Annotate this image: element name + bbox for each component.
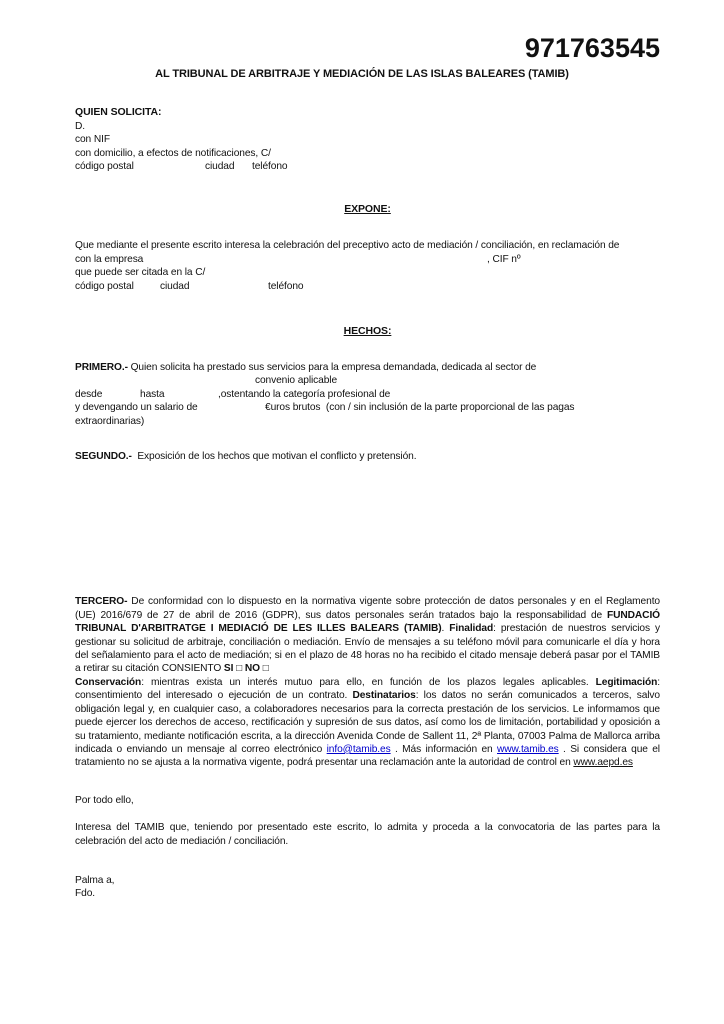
ciudad-label: ciudad [205,160,235,172]
section-quien-solicita [75,106,660,173]
hasta-label: hasta [140,388,165,400]
por-todo-ello: Por todo ello, [75,794,134,806]
legitimacion-label: Legitimación [595,676,658,688]
consiento-si-checkbox: □ [236,663,243,675]
inclusion-text: (con / sin inclusión de la parte proporcional de las pagas [325,402,575,414]
field-cp-ciudad-telefono-empresa [75,280,660,293]
euros-brutos-label: €uros brutos [265,402,321,414]
email-link[interactable]: info@tamib.es [326,743,391,755]
text-run: : mientras exista un interés mutuo para ello, en función de los plazos legales aplicables. [141,676,596,688]
text-run: : prestación de nuestros servicios y gestionar su solicitud de arbitraje, conciliación o mediación. Envío de mensajes a su teléfono móvil para comunicarle el día y hora del señalamiento para el acto de mediación; si en el plazo de 48 horas no ha recibido el citado mensaje deberá pasar por el TAMIB a retirar su citación CONSIENTO [75,623,660,675]
primero-extraordinarias: extraordinarias) [75,415,145,427]
telefono-label: teléfono [252,160,288,172]
conservacion-label: Conservación [75,676,142,688]
primero-label: PRIMERO.- [75,362,128,373]
section-tercero [75,595,660,769]
consiento-no-label: NO [244,663,260,675]
reference-number: 971763545 [524,33,660,63]
destinatarios-label: Destinatarios [352,690,416,702]
tamib-website-link[interactable]: www.tamib.es [497,743,559,755]
primero-convenio: convenio aplicable [255,375,338,387]
section-segundo [75,450,660,463]
field-nombre: D. [75,120,85,132]
fdo-line: Fdo. [75,888,95,900]
aepd-website-link[interactable]: www.aepd.es [573,757,633,769]
field-citada: que puede ser citada en la C/ [75,267,206,279]
cif-label: , CIF nº [487,253,521,265]
expone-heading: EXPONE: [344,203,391,216]
finalidad-label: Finalidad [449,623,494,635]
fundacio-name: FUNDACIÓ TRIBUNAL D'ARBITRATGE I MEDIACIÓ DE LES ILLES BALEARS (TAMIB) [75,609,660,635]
tercero-label: TERCERO- [75,596,128,608]
consiento-si-label: SI [223,663,234,675]
codigo-postal-label: código postal [75,280,134,292]
primero-line-1 [75,361,660,374]
segundo-label: SEGUNDO.- [75,451,132,463]
interesa-paragraph: Interesa del TAMIB que, teniendo por presentado este escrito, lo admita y proceda a la convocatoria de las partes para la celebración del acto de mediación / conciliación. [75,822,660,847]
devengando-text: y devengando un salario de [75,402,198,414]
primero-sector-text: Quien solicita ha prestado sus servicios para la empresa demandada, dedicada al sector de [130,362,537,373]
palma-line: Palma a, [75,874,115,886]
primero-fechas [75,388,660,401]
ciudad-label: ciudad [160,280,190,292]
section-expone [75,239,660,293]
tercero-paragraph-2 [75,676,660,770]
desde-label: desde [75,388,103,400]
ostentando-text: ,ostentando la categoría profesional de [218,388,391,400]
quien-solicita-heading: QUIEN SOLICITA: [75,106,162,119]
field-nif: con NIF [75,134,110,146]
segundo-text: Exposición de los hechos que motivan el conflicto y pretensión. [137,451,417,463]
text-run: . Si considera que el tratamiento no se ajusta a la normativa vigente, podrá presentar una reclamación ante la autoridad de control en [75,743,660,769]
hechos-heading: HECHOS: [343,325,392,337]
consiento-no-checkbox: □ [262,663,269,675]
text-run: . Más información en [390,743,498,755]
primero-salario [75,401,660,414]
expone-intro: Que mediante el presente escrito interesa la celebración del preceptivo acto de mediación / conciliación, en reclamación de [75,240,620,252]
document-title: AL TRIBUNAL DE ARBITRAJE Y MEDIACIÓN DE LAS ISLAS BALEARES (TAMIB) [155,68,569,81]
text-run: . [441,623,450,635]
field-cp-ciudad-telefono [75,160,660,173]
text-run: : consentimiento del interesado o ejecución de un contrato. [75,676,660,702]
con-la-empresa-label: con la empresa [75,253,144,265]
section-primero [75,361,660,428]
text-run: : los datos no serán comunicados a terceros, salvo obligación legal y, en cualquier caso, a colaboradores necesarios para la correcta prestación de los servicios. Le informamos que puede ejercer los derechos de acceso, rectificación y supresión de sus datos, así como los de limitación, portabilidad y oposición a su tratamiento, mediante notificación escrita, a la dirección Avenida Conde de Sallent 11, 2ª Planta, 07003 Palma de Mallorca arriba indicada o enviando un mensaje al correo electrónico [75,690,660,755]
field-domicilio: con domicilio, a efectos de notificaciones, C/ [75,147,271,159]
telefono-label: teléfono [268,280,304,292]
field-empresa-cif [75,253,660,266]
codigo-postal-label: código postal [75,160,134,172]
tercero-paragraph-1 [75,595,660,675]
text-run: De conformidad con lo dispuesto en la normativa vigente sobre protección de datos personales y en el Reglamento (UE) 2016/679 de 27 de abril de 2016 (GDPR), sus datos personales serán tratados bajo la responsabilidad de [75,596,660,621]
